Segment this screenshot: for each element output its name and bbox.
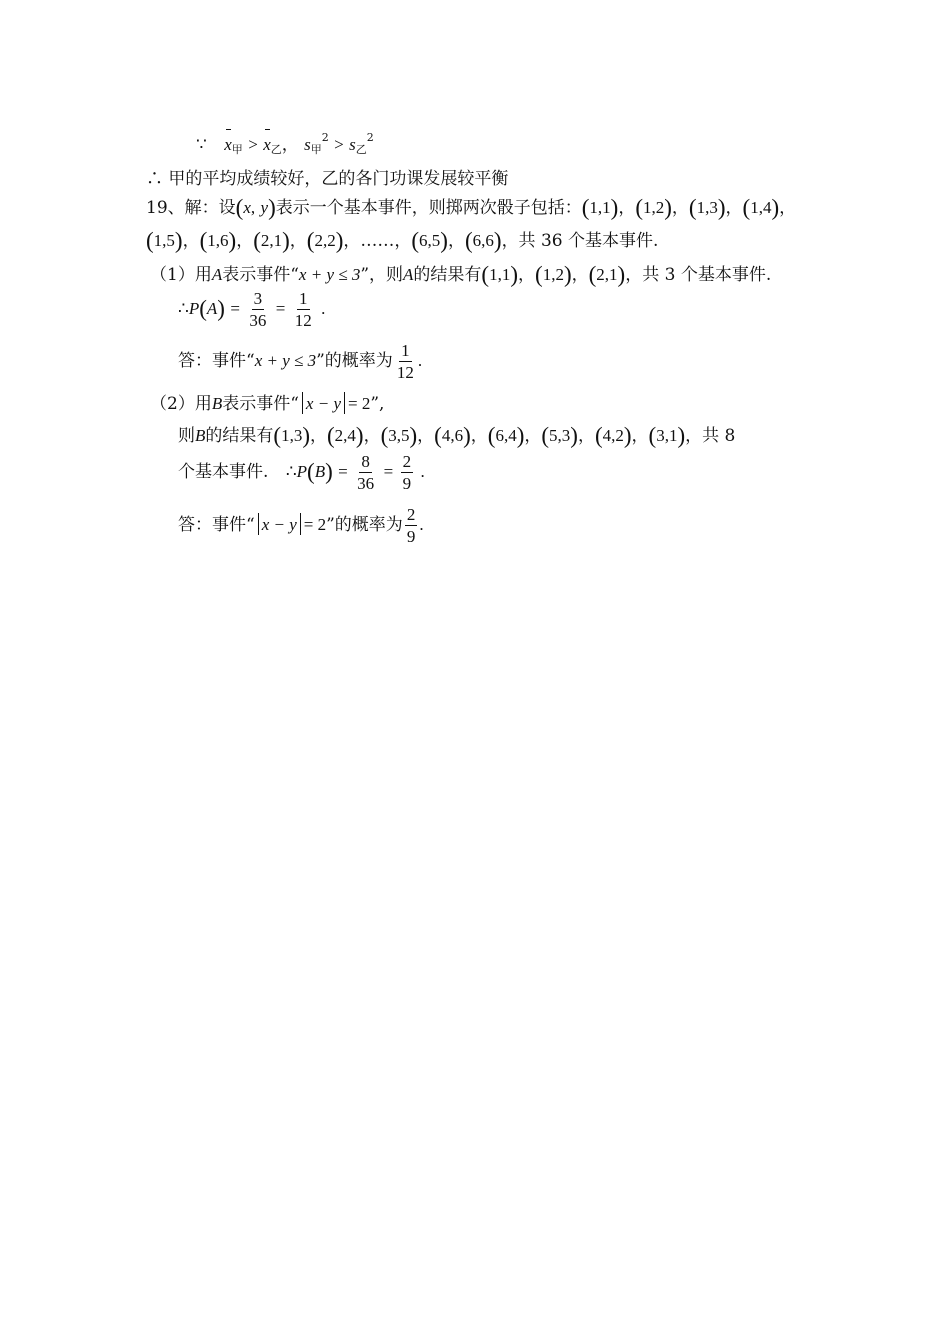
part1-probability: ∴P(A) = $\frac{3}{36}$ = $\frac{1}{12}$ . bbox=[178, 289, 326, 330]
pair-item: 1,4 bbox=[750, 198, 772, 217]
pair-item: 1,3 bbox=[696, 198, 718, 217]
part2-outcomes-line: 则B的结果有(1,3)，(2,4)，(3,5)，(4,6)，(6,4)，(5,3)，(4,2)，(3,1)，共 8 bbox=[178, 423, 736, 448]
pair-item: 2,1 bbox=[596, 265, 618, 284]
mean-x-yi: x bbox=[263, 135, 271, 154]
pair-item: 1,5 bbox=[153, 231, 175, 250]
pair-item: 2,4 bbox=[334, 426, 356, 445]
part1-line: （1）用A表示事件“x + y ≤ 3”，则A的结果有(1,1)，(1,2)，(2,1)，共 3 个基本事件. bbox=[150, 262, 772, 287]
q19-intro-line: 19、解：设(x, y)表示一个基本事件，则掷两次骰子包括：(1,1)，(1,2)，(1,3)，(1,4)， bbox=[146, 195, 797, 220]
pair-item: 1,6 bbox=[207, 231, 229, 250]
fraction-1-12: $\frac{1}{12}$ bbox=[396, 341, 414, 382]
pair-item: 1,2 bbox=[542, 265, 564, 284]
fraction-2-9: $\frac{2}{9}$ bbox=[402, 452, 412, 493]
abs-x-minus-y: x − y bbox=[305, 394, 341, 413]
variance-s-jia: s bbox=[304, 135, 311, 154]
part1-answer: 答：事件“x + y ≤ 3”的概率为 $\frac{1}{12}$ . bbox=[178, 341, 423, 382]
pair-item: 2,1 bbox=[260, 231, 283, 250]
pair-item: 1,1 bbox=[489, 265, 511, 284]
inequality-line: ∵ $x_甲 > x_乙$， $s_甲^2 > s_乙^2$ bbox=[196, 131, 374, 156]
pair-item: 2,2 bbox=[314, 231, 336, 250]
pair-item: 6,5 bbox=[419, 231, 441, 250]
conclusion-line: ∴ 甲的平均成绩较好，乙的各门功课发展较平衡 bbox=[146, 169, 509, 189]
because-symbol: ∵ bbox=[196, 135, 207, 155]
part2-answer: 答：事件“ x − y = 2”的概率为 $\frac{2}{9}$ . bbox=[178, 505, 424, 546]
fraction-1-12: $\frac{1}{12}$ bbox=[294, 289, 312, 330]
mean-x-jia: x bbox=[224, 135, 232, 154]
pair-item: 3,5 bbox=[388, 426, 410, 445]
fraction-2-9: $\frac{2}{9}$ bbox=[406, 505, 416, 546]
q19-outcomes-line: (1,5)，(1,6)，(2,1)，(2,2)，……，(6,5)，(6,6)，共 36 个基本事件. bbox=[146, 228, 659, 253]
pair-item: 3,1 bbox=[656, 426, 678, 445]
part2-probability: 个基本事件. ∴P(B) = $\frac{8}{36}$ = $\frac{2}{9}$ . bbox=[178, 452, 425, 493]
part2-line: （2）用B表示事件“ x − y = 2”, bbox=[150, 394, 385, 414]
pair-item: 1,3 bbox=[281, 426, 303, 445]
fraction-3-36: $\frac{3}{36}$ bbox=[249, 289, 267, 330]
pair-item: 1,1 bbox=[589, 198, 611, 217]
condition-x-plus-y: x + y ≤ 3 bbox=[298, 265, 361, 284]
pair-item: 4,6 bbox=[441, 426, 464, 445]
pair-item: 1,2 bbox=[643, 198, 665, 217]
pair-item: 5,3 bbox=[549, 426, 571, 445]
pair-item: 4,2 bbox=[602, 426, 624, 445]
pair-item: 6,6 bbox=[472, 231, 494, 250]
pair-item: 6,4 bbox=[495, 426, 517, 445]
variance-s-yi: s bbox=[349, 135, 356, 154]
fraction-8-36: $\frac{8}{36}$ bbox=[357, 452, 375, 493]
